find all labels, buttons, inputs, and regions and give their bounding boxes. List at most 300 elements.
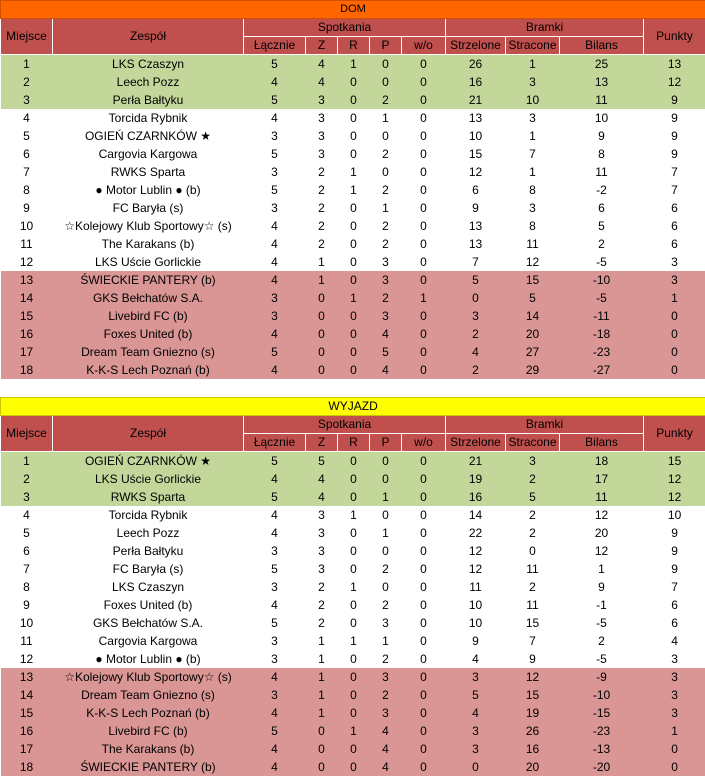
cell-r: 0 <box>338 686 370 704</box>
cell-points: 3 <box>644 271 705 289</box>
cell-wo: 0 <box>402 488 446 506</box>
cell-conceded: 15 <box>506 614 560 632</box>
cell-z: 1 <box>306 650 338 668</box>
table-row <box>1 199 705 217</box>
header-balance: Bilans <box>560 37 644 55</box>
cell-conceded: 2 <box>506 578 560 596</box>
cell-points: 6 <box>644 199 705 217</box>
cell-total: 5 <box>244 488 306 506</box>
cell-balance: -5 <box>560 289 644 307</box>
cell-scored: 13 <box>446 235 506 253</box>
cell-scored: 12 <box>446 163 506 181</box>
cell-conceded: 11 <box>506 596 560 614</box>
cell-p: 3 <box>370 614 402 632</box>
cell-wo: 0 <box>402 73 446 91</box>
cell-z: 3 <box>306 127 338 145</box>
table-row <box>1 325 705 343</box>
cell-team: The Karakans (b) <box>53 740 244 758</box>
cell-z: 2 <box>306 578 338 596</box>
cell-balance: -5 <box>560 614 644 632</box>
cell-conceded: 5 <box>506 289 560 307</box>
cell-scored: 5 <box>446 686 506 704</box>
cell-p: 4 <box>370 740 402 758</box>
cell-total: 3 <box>244 307 306 325</box>
cell-scored: 3 <box>446 722 506 740</box>
cell-r: 0 <box>338 542 370 560</box>
cell-wo: 0 <box>402 271 446 289</box>
cell-p: 2 <box>370 145 402 163</box>
table-row <box>1 271 705 289</box>
header-total: Łącznie <box>244 37 306 55</box>
cell-balance: 11 <box>560 488 644 506</box>
cell-scored: 4 <box>446 650 506 668</box>
cell-team: ŚWIECKIE PANTERY (b) <box>53 271 244 289</box>
table-row <box>1 668 705 686</box>
cell-total: 4 <box>244 668 306 686</box>
cell-place: 3 <box>1 488 53 506</box>
cell-conceded: 8 <box>506 217 560 235</box>
cell-conceded: 1 <box>506 163 560 181</box>
cell-r: 1 <box>338 632 370 650</box>
cell-z: 0 <box>306 722 338 740</box>
cell-points: 10 <box>644 506 705 524</box>
cell-place: 15 <box>1 307 53 325</box>
table-row <box>1 506 705 524</box>
cell-points: 1 <box>644 722 705 740</box>
cell-balance: -23 <box>560 343 644 361</box>
cell-conceded: 8 <box>506 181 560 199</box>
cell-r: 0 <box>338 253 370 271</box>
table-row <box>1 452 705 471</box>
cell-team: OGIEŃ CZARNKÓW ★ <box>53 452 244 471</box>
cell-conceded: 3 <box>506 452 560 471</box>
table-row <box>1 109 705 127</box>
cell-balance: 18 <box>560 452 644 471</box>
cell-scored: 19 <box>446 470 506 488</box>
cell-p: 1 <box>370 199 402 217</box>
cell-total: 4 <box>244 361 306 379</box>
cell-team: FC Baryła (s) <box>53 199 244 217</box>
cell-team: ● Motor Lublin ● (b) <box>53 650 244 668</box>
cell-p: 0 <box>370 578 402 596</box>
cell-z: 3 <box>306 145 338 163</box>
cell-conceded: 15 <box>506 271 560 289</box>
cell-p: 2 <box>370 686 402 704</box>
cell-conceded: 2 <box>506 470 560 488</box>
table-row <box>1 686 705 704</box>
cell-total: 4 <box>244 253 306 271</box>
table-row <box>1 578 705 596</box>
cell-p: 4 <box>370 361 402 379</box>
cell-scored: 2 <box>446 361 506 379</box>
cell-total: 5 <box>244 181 306 199</box>
cell-total: 5 <box>244 452 306 471</box>
cell-r: 0 <box>338 704 370 722</box>
cell-place: 14 <box>1 289 53 307</box>
cell-p: 0 <box>370 127 402 145</box>
cell-r: 0 <box>338 199 370 217</box>
cell-scored: 2 <box>446 325 506 343</box>
cell-balance: 12 <box>560 506 644 524</box>
cell-r: 0 <box>338 343 370 361</box>
cell-r: 1 <box>338 163 370 181</box>
cell-total: 4 <box>244 470 306 488</box>
cell-points: 3 <box>644 704 705 722</box>
cell-p: 4 <box>370 722 402 740</box>
cell-scored: 7 <box>446 253 506 271</box>
cell-p: 1 <box>370 632 402 650</box>
cell-total: 3 <box>244 686 306 704</box>
cell-team: LKS Czaszyn <box>53 578 244 596</box>
cell-z: 3 <box>306 524 338 542</box>
cell-total: 5 <box>244 722 306 740</box>
cell-r: 0 <box>338 109 370 127</box>
cell-place: 6 <box>1 542 53 560</box>
cell-team: ☆Kolejowy Klub Sportowy☆ (s) <box>53 668 244 686</box>
cell-balance: 9 <box>560 578 644 596</box>
table-row <box>1 704 705 722</box>
cell-balance: -15 <box>560 704 644 722</box>
cell-balance: -5 <box>560 650 644 668</box>
cell-wo: 0 <box>402 722 446 740</box>
cell-conceded: 15 <box>506 686 560 704</box>
cell-balance: 2 <box>560 632 644 650</box>
cell-scored: 9 <box>446 199 506 217</box>
cell-scored: 10 <box>446 614 506 632</box>
cell-r: 0 <box>338 325 370 343</box>
cell-p: 4 <box>370 758 402 776</box>
cell-p: 0 <box>370 470 402 488</box>
cell-points: 3 <box>644 668 705 686</box>
cell-balance: -13 <box>560 740 644 758</box>
cell-p: 0 <box>370 55 402 74</box>
cell-balance: 6 <box>560 199 644 217</box>
cell-balance: 2 <box>560 235 644 253</box>
cell-wo: 0 <box>402 704 446 722</box>
cell-place: 11 <box>1 632 53 650</box>
cell-scored: 9 <box>446 632 506 650</box>
cell-z: 1 <box>306 704 338 722</box>
cell-total: 4 <box>244 758 306 776</box>
table-row <box>1 596 705 614</box>
cell-p: 3 <box>370 704 402 722</box>
cell-team: The Karakans (b) <box>53 235 244 253</box>
cell-p: 3 <box>370 307 402 325</box>
cell-conceded: 2 <box>506 506 560 524</box>
cell-wo: 0 <box>402 235 446 253</box>
cell-r: 0 <box>338 470 370 488</box>
cell-total: 5 <box>244 91 306 109</box>
cell-r: 0 <box>338 127 370 145</box>
cell-points: 9 <box>644 524 705 542</box>
cell-balance: -27 <box>560 361 644 379</box>
cell-place: 6 <box>1 145 53 163</box>
cell-total: 4 <box>244 704 306 722</box>
table-row <box>1 127 705 145</box>
cell-r: 0 <box>338 271 370 289</box>
table-row <box>1 163 705 181</box>
cell-balance: -11 <box>560 307 644 325</box>
cell-place: 12 <box>1 650 53 668</box>
cell-place: 18 <box>1 361 53 379</box>
cell-r: 0 <box>338 650 370 668</box>
cell-p: 3 <box>370 253 402 271</box>
cell-r: 0 <box>338 740 370 758</box>
cell-scored: 15 <box>446 145 506 163</box>
cell-z: 2 <box>306 235 338 253</box>
cell-wo: 0 <box>402 307 446 325</box>
cell-place: 7 <box>1 560 53 578</box>
header-team: Zespół <box>53 416 244 452</box>
cell-conceded: 12 <box>506 668 560 686</box>
cell-p: 1 <box>370 524 402 542</box>
cell-scored: 21 <box>446 91 506 109</box>
cell-wo: 0 <box>402 199 446 217</box>
cell-points: 9 <box>644 560 705 578</box>
header-wo: w/o <box>402 37 446 55</box>
cell-wo: 0 <box>402 650 446 668</box>
cell-r: 1 <box>338 578 370 596</box>
cell-wo: 0 <box>402 55 446 74</box>
cell-wo: 0 <box>402 632 446 650</box>
cell-p: 2 <box>370 596 402 614</box>
cell-team: GKS Bełchatów S.A. <box>53 614 244 632</box>
header-team: Zespół <box>53 19 244 55</box>
cell-wo: 0 <box>402 361 446 379</box>
table-row <box>1 560 705 578</box>
cell-place: 1 <box>1 452 53 471</box>
cell-z: 1 <box>306 253 338 271</box>
cell-scored: 0 <box>446 289 506 307</box>
cell-z: 2 <box>306 596 338 614</box>
cell-p: 2 <box>370 91 402 109</box>
header-conceded: Stracone <box>506 434 560 452</box>
cell-z: 0 <box>306 758 338 776</box>
cell-z: 3 <box>306 91 338 109</box>
table-row <box>1 289 705 307</box>
cell-points: 3 <box>644 650 705 668</box>
cell-place: 16 <box>1 722 53 740</box>
cell-points: 13 <box>644 55 705 74</box>
cell-wo: 0 <box>402 325 446 343</box>
cell-r: 0 <box>338 524 370 542</box>
table-row <box>1 470 705 488</box>
cell-points: 0 <box>644 343 705 361</box>
cell-p: 0 <box>370 506 402 524</box>
cell-z: 0 <box>306 289 338 307</box>
header-r: R <box>338 434 370 452</box>
cell-p: 2 <box>370 650 402 668</box>
cell-balance: 1 <box>560 560 644 578</box>
cell-conceded: 0 <box>506 542 560 560</box>
cell-team: K-K-S Lech Poznań (b) <box>53 361 244 379</box>
cell-z: 0 <box>306 361 338 379</box>
cell-scored: 11 <box>446 578 506 596</box>
cell-z: 2 <box>306 614 338 632</box>
cell-z: 2 <box>306 163 338 181</box>
cell-conceded: 20 <box>506 758 560 776</box>
cell-r: 1 <box>338 181 370 199</box>
table-row <box>1 740 705 758</box>
cell-p: 0 <box>370 542 402 560</box>
cell-total: 4 <box>244 73 306 91</box>
cell-p: 2 <box>370 235 402 253</box>
cell-p: 1 <box>370 488 402 506</box>
cell-z: 3 <box>306 109 338 127</box>
cell-conceded: 3 <box>506 199 560 217</box>
cell-points: 12 <box>644 73 705 91</box>
cell-scored: 22 <box>446 524 506 542</box>
header-goals: Bramki <box>446 19 644 37</box>
cell-r: 0 <box>338 217 370 235</box>
cell-team: Dream Team Gniezno (s) <box>53 686 244 704</box>
cell-points: 6 <box>644 217 705 235</box>
cell-p: 2 <box>370 289 402 307</box>
cell-z: 0 <box>306 740 338 758</box>
cell-p: 0 <box>370 452 402 471</box>
cell-conceded: 11 <box>506 235 560 253</box>
cell-z: 3 <box>306 560 338 578</box>
cell-wo: 0 <box>402 740 446 758</box>
standings-table-dom <box>0 0 705 379</box>
cell-conceded: 7 <box>506 145 560 163</box>
cell-place: 15 <box>1 704 53 722</box>
cell-balance: -1 <box>560 596 644 614</box>
cell-team: OGIEŃ CZARNKÓW ★ <box>53 127 244 145</box>
cell-r: 1 <box>338 55 370 74</box>
cell-total: 4 <box>244 109 306 127</box>
header-points: Punkty <box>644 19 705 55</box>
cell-place: 16 <box>1 325 53 343</box>
cell-place: 13 <box>1 668 53 686</box>
cell-r: 0 <box>338 488 370 506</box>
cell-team: Cargovia Kargowa <box>53 145 244 163</box>
cell-z: 3 <box>306 506 338 524</box>
cell-points: 6 <box>644 235 705 253</box>
cell-team: Leech Pozz <box>53 524 244 542</box>
cell-total: 3 <box>244 163 306 181</box>
header-wo: w/o <box>402 434 446 452</box>
cell-place: 14 <box>1 686 53 704</box>
cell-conceded: 11 <box>506 560 560 578</box>
cell-wo: 0 <box>402 127 446 145</box>
cell-wo: 0 <box>402 91 446 109</box>
cell-conceded: 27 <box>506 343 560 361</box>
cell-conceded: 16 <box>506 740 560 758</box>
cell-wo: 0 <box>402 542 446 560</box>
cell-scored: 14 <box>446 506 506 524</box>
table-row <box>1 235 705 253</box>
cell-balance: -5 <box>560 253 644 271</box>
cell-place: 17 <box>1 740 53 758</box>
cell-place: 12 <box>1 253 53 271</box>
header-points: Punkty <box>644 416 705 452</box>
cell-p: 0 <box>370 73 402 91</box>
table-row <box>1 758 705 776</box>
cell-team: Cargovia Kargowa <box>53 632 244 650</box>
cell-wo: 0 <box>402 614 446 632</box>
cell-conceded: 14 <box>506 307 560 325</box>
table-row <box>1 524 705 542</box>
cell-team: ☆Kolejowy Klub Sportowy☆ (s) <box>53 217 244 235</box>
cell-p: 2 <box>370 560 402 578</box>
cell-z: 2 <box>306 217 338 235</box>
cell-z: 1 <box>306 632 338 650</box>
table-row <box>1 55 705 74</box>
cell-team: Torcida Rybnik <box>53 506 244 524</box>
cell-team: Livebird FC (b) <box>53 722 244 740</box>
cell-points: 12 <box>644 488 705 506</box>
cell-team: FC Baryła (s) <box>53 560 244 578</box>
cell-z: 0 <box>306 325 338 343</box>
cell-scored: 0 <box>446 758 506 776</box>
cell-conceded: 1 <box>506 127 560 145</box>
header-place: Miejsce <box>1 416 53 452</box>
cell-scored: 3 <box>446 668 506 686</box>
cell-conceded: 1 <box>506 55 560 74</box>
cell-z: 1 <box>306 668 338 686</box>
cell-team: RWKS Sparta <box>53 488 244 506</box>
cell-wo: 0 <box>402 506 446 524</box>
cell-z: 2 <box>306 199 338 217</box>
cell-total: 4 <box>244 524 306 542</box>
cell-total: 4 <box>244 271 306 289</box>
cell-place: 10 <box>1 217 53 235</box>
table-row <box>1 73 705 91</box>
cell-total: 5 <box>244 560 306 578</box>
cell-place: 9 <box>1 199 53 217</box>
cell-place: 2 <box>1 73 53 91</box>
cell-p: 3 <box>370 271 402 289</box>
cell-r: 0 <box>338 452 370 471</box>
cell-total: 5 <box>244 145 306 163</box>
cell-conceded: 3 <box>506 109 560 127</box>
table-row <box>1 145 705 163</box>
table-row <box>1 632 705 650</box>
cell-wo: 0 <box>402 524 446 542</box>
cell-conceded: 10 <box>506 91 560 109</box>
table-row <box>1 650 705 668</box>
table-row <box>1 307 705 325</box>
cell-points: 3 <box>644 686 705 704</box>
cell-team: Perła Bałtyku <box>53 91 244 109</box>
table-row <box>1 542 705 560</box>
cell-z: 0 <box>306 343 338 361</box>
cell-r: 0 <box>338 235 370 253</box>
cell-balance: -10 <box>560 271 644 289</box>
cell-points: 9 <box>644 127 705 145</box>
cell-scored: 13 <box>446 217 506 235</box>
cell-scored: 3 <box>446 307 506 325</box>
cell-r: 0 <box>338 91 370 109</box>
cell-conceded: 9 <box>506 650 560 668</box>
cell-wo: 0 <box>402 560 446 578</box>
cell-place: 1 <box>1 55 53 74</box>
cell-wo: 0 <box>402 470 446 488</box>
cell-p: 4 <box>370 325 402 343</box>
cell-team: Foxes United (b) <box>53 596 244 614</box>
cell-scored: 4 <box>446 343 506 361</box>
cell-points: 15 <box>644 452 705 471</box>
cell-points: 12 <box>644 470 705 488</box>
cell-scored: 6 <box>446 181 506 199</box>
section-title: DOM <box>1 1 705 19</box>
cell-place: 18 <box>1 758 53 776</box>
table-row <box>1 217 705 235</box>
cell-total: 4 <box>244 325 306 343</box>
cell-balance: -20 <box>560 758 644 776</box>
cell-r: 1 <box>338 722 370 740</box>
